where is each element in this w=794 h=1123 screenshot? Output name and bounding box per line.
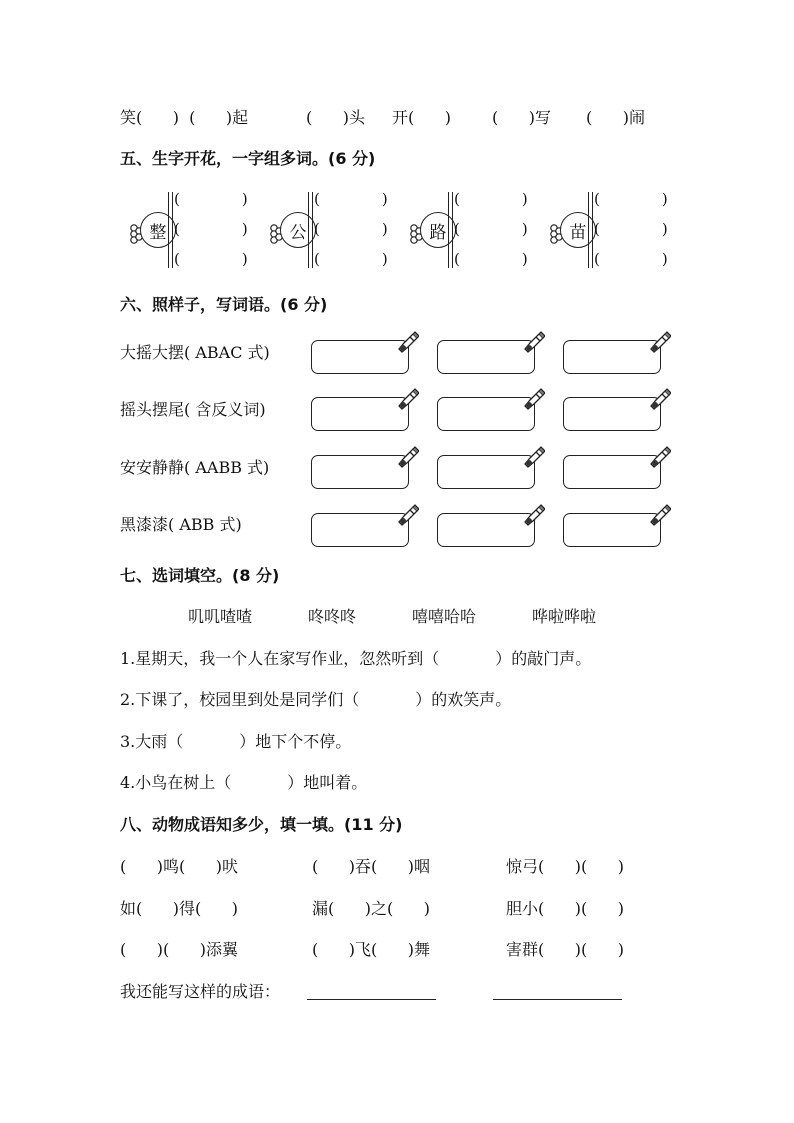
word-blank[interactable]: ( ) bbox=[174, 250, 248, 268]
pencil-icon bbox=[395, 386, 419, 412]
s6-example-2: 摇头摆尾( 含反义词) bbox=[120, 400, 266, 419]
fill-question-1: 1.星期天，我一个人在家写作业，忽然听到（ ）的敲门声。 bbox=[120, 649, 592, 668]
pencil-icon bbox=[647, 329, 671, 355]
section-6-title: 六、照样子，写词语。(6 分) bbox=[120, 295, 328, 314]
pencil-icon bbox=[521, 329, 545, 355]
word-option-1: 叽叽喳喳 bbox=[188, 607, 253, 626]
pencil-icon bbox=[521, 444, 545, 470]
center-character: 苗 bbox=[560, 212, 596, 248]
word-blank[interactable]: ( ) bbox=[594, 190, 668, 208]
section-7-title: 七、选词填空。(8 分) bbox=[120, 566, 280, 585]
idiom-3-3: 害群( )( ) bbox=[506, 940, 625, 959]
word-blank[interactable]: ( ) bbox=[594, 220, 668, 238]
fill-question-4: 4.小鸟在树上（ ）地叫着。 bbox=[120, 773, 368, 792]
section-8-title: 八、动物成语知多少，填一填。(11 分) bbox=[120, 815, 403, 834]
word-blank[interactable]: ( ) bbox=[174, 220, 248, 238]
answer-line-2[interactable] bbox=[493, 999, 622, 1000]
word-blank[interactable]: ( ) bbox=[594, 250, 668, 268]
idiom-1-2: ( )吞( )咽 bbox=[312, 857, 431, 876]
s4-item-4: ( )写 bbox=[492, 108, 552, 127]
word-blank[interactable]: ( ) bbox=[314, 190, 388, 208]
s4-item-3: 开( ) bbox=[392, 108, 452, 127]
word-blank[interactable]: ( ) bbox=[314, 250, 388, 268]
fill-question-2: 2.下课了，校园里到处是同学们（ ）的欢笑声。 bbox=[120, 690, 512, 709]
word-blank[interactable]: ( ) bbox=[454, 190, 528, 208]
idiom-2-2: 漏( )之( ) bbox=[312, 899, 431, 918]
center-character: 整 bbox=[140, 212, 176, 248]
word-option-4: 哗啦哗啦 bbox=[532, 607, 597, 626]
word-blank[interactable]: ( ) bbox=[174, 190, 248, 208]
word-option-3: 嘻嘻哈哈 bbox=[412, 607, 477, 626]
center-character: 路 bbox=[420, 212, 456, 248]
word-blank[interactable]: ( ) bbox=[454, 220, 528, 238]
word-blank[interactable]: ( ) bbox=[454, 250, 528, 268]
s4-item-2: ( )头 bbox=[306, 108, 366, 127]
answer-line-1[interactable] bbox=[307, 999, 436, 1000]
idiom-2-1: 如( )得( ) bbox=[120, 899, 239, 918]
word-blank[interactable]: ( ) bbox=[314, 220, 388, 238]
pencil-icon bbox=[647, 386, 671, 412]
pencil-icon bbox=[521, 386, 545, 412]
pencil-icon bbox=[647, 502, 671, 528]
pencil-icon bbox=[521, 502, 545, 528]
pencil-icon bbox=[395, 502, 419, 528]
pencil-icon bbox=[395, 329, 419, 355]
section-5-title: 五、生字开花，一字组多词。(6 分) bbox=[120, 149, 376, 168]
extra-idiom-prompt: 我还能写这样的成语： bbox=[120, 982, 281, 1001]
idiom-1-3: 惊弓( )( ) bbox=[506, 857, 625, 876]
s4-item-5: ( )闹 bbox=[586, 108, 646, 127]
center-character: 公 bbox=[280, 212, 316, 248]
idiom-3-2: ( )飞( )舞 bbox=[312, 940, 431, 959]
word-option-2: 咚咚咚 bbox=[308, 607, 357, 626]
s6-example-1: 大摇大摆( ABAC 式) bbox=[120, 343, 270, 362]
s6-example-3: 安安静静( AABB 式) bbox=[120, 458, 270, 477]
idiom-3-1: ( )( )添翼 bbox=[120, 940, 239, 959]
fill-question-3: 3.大雨（ ）地下个不停。 bbox=[120, 732, 352, 751]
pencil-icon bbox=[647, 444, 671, 470]
s4-item-1: 笑( ) ( )起 bbox=[120, 108, 249, 127]
s6-example-4: 黑漆漆( ABB 式) bbox=[120, 515, 242, 534]
idiom-1-1: ( )鸣( )吠 bbox=[120, 857, 239, 876]
pencil-icon bbox=[395, 444, 419, 470]
idiom-2-3: 胆小( )( ) bbox=[506, 899, 625, 918]
